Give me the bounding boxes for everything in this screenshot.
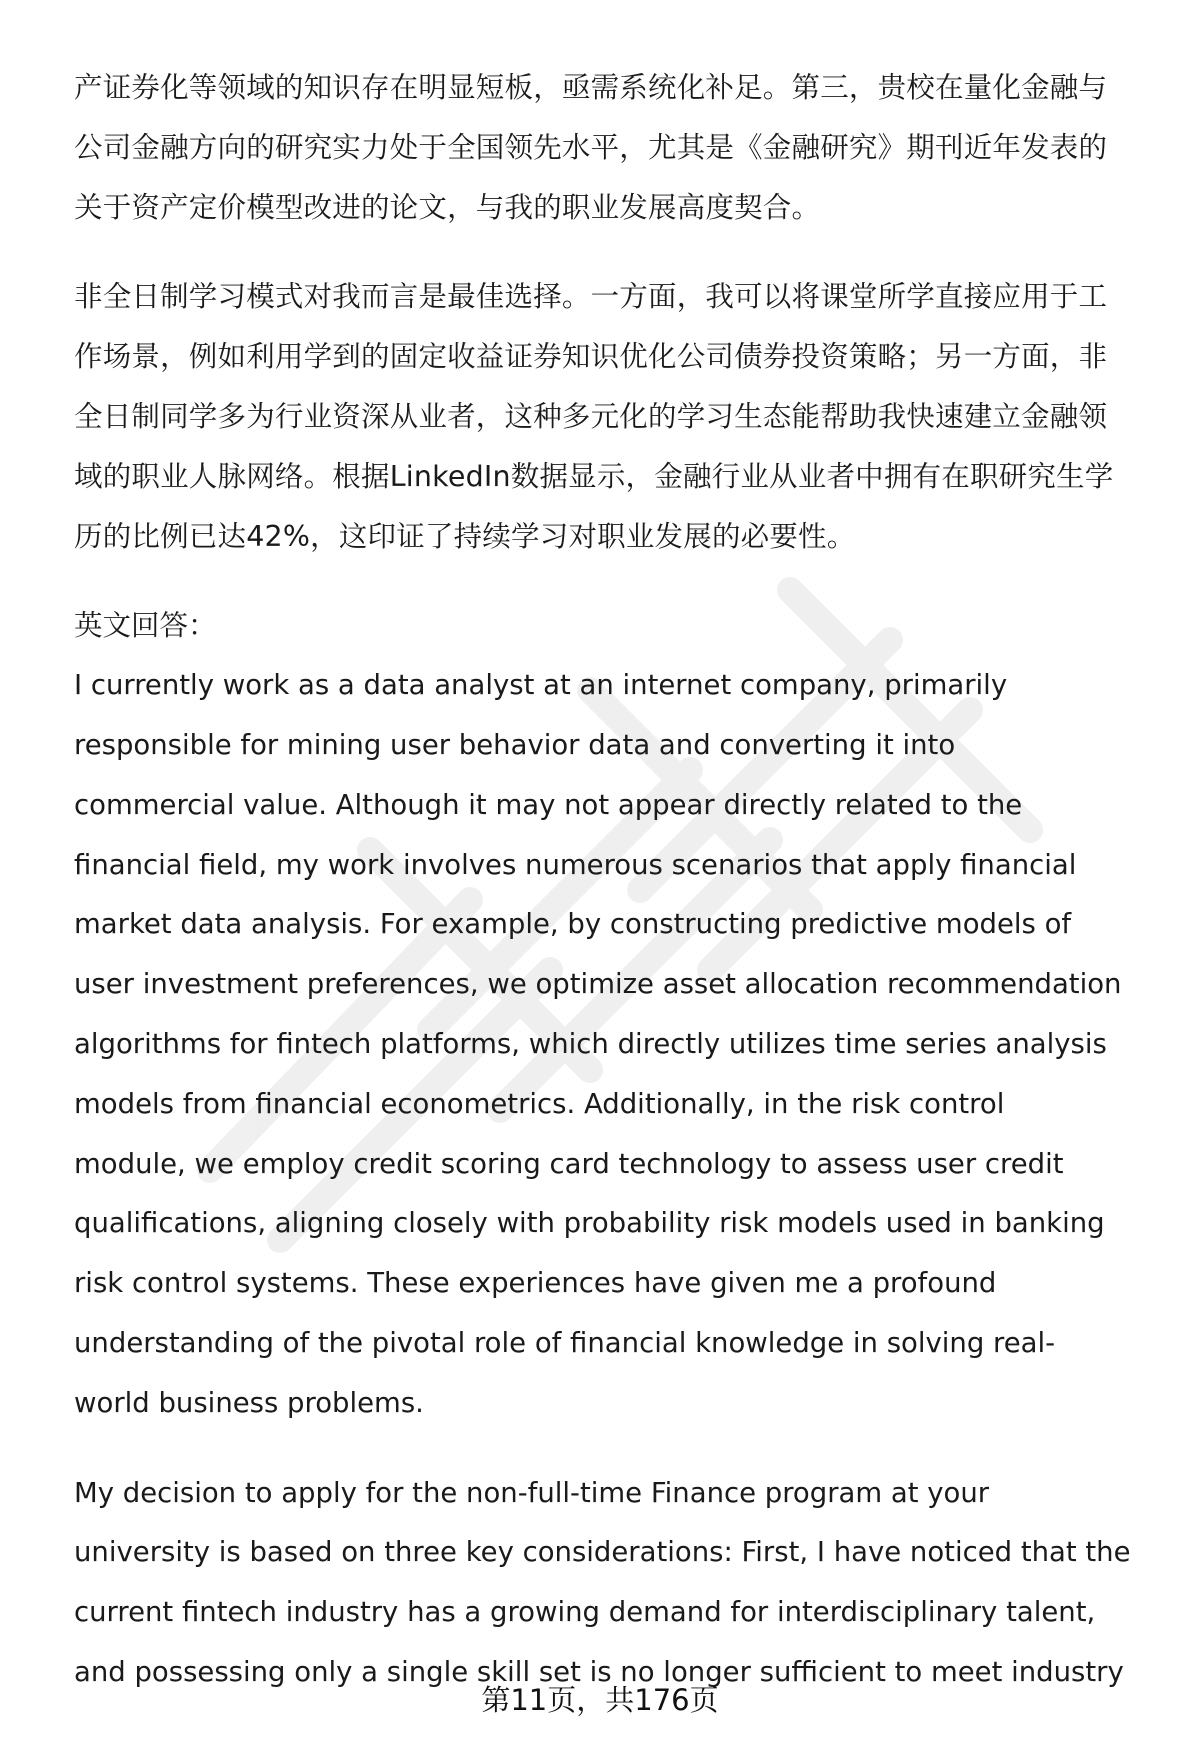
text-line: commercial value. Although it may not appear directly related to the xyxy=(74,788,1023,821)
text-line: qualifications, aligning closely with probability risk models used in banking xyxy=(74,1207,1105,1240)
text-line: user investment preferences, we optimize asset allocation recommendation xyxy=(74,968,1122,1001)
text-line: risk control systems. These experiences have given me a profound xyxy=(74,1267,997,1300)
text-line: market data analysis. For example, by constructing predictive models of xyxy=(74,908,1072,941)
text-line: current fintech industry has a growing demand for interdisciplinary talent, xyxy=(74,1596,1096,1629)
text-line: 历的比例已达42%，这印证了持续学习对职业发展的必要性。 xyxy=(74,519,856,553)
text-line: algorithms for fintech platforms, which directly utilizes time series analysis xyxy=(74,1027,1107,1060)
text-line: 作场景，例如利用学到的固定收益证券知识优化公司债券投资策略；另一方面，非 xyxy=(74,340,1108,374)
page-number-footer: 第11页，共176页 xyxy=(481,1683,719,1717)
text-line: 关于资产定价模型改进的论文，与我的职业发展高度契合。 xyxy=(74,190,821,224)
document-page xyxy=(74,58,1154,1703)
text-line: I currently work as a data analyst at an internet company, primarily xyxy=(74,669,1008,702)
text-line: university is based on three key considerations: First, I have noticed that the xyxy=(74,1536,1131,1569)
text-line: world business problems. xyxy=(74,1386,424,1419)
text-line: 域的职业人脉网络。根据LinkedIn数据显示，金融行业从业者中拥有在职研究生学 xyxy=(74,459,1114,493)
zh-paragraph-2 xyxy=(74,267,1154,566)
text-line: module, we employ credit scoring card technology to assess user credit xyxy=(74,1147,1064,1180)
english-answer-label: 英文回答： xyxy=(74,609,217,643)
text-line: 产证券化等领域的知识存在明显短板，亟需系统化补足。第三，贵校在量化金融与 xyxy=(74,71,1108,104)
text-line: understanding of the pivotal role of financial knowledge in solving real- xyxy=(74,1326,1056,1359)
text-line: 全日制同学多为行业资深从业者，这种多元化的学习生态能帮助我快速建立金融领 xyxy=(74,399,1108,433)
en-paragraph-2 xyxy=(74,1464,1154,1703)
en-paragraph-1 xyxy=(74,656,1154,1433)
text-line: My decision to apply for the non-full-time Finance program at your xyxy=(74,1476,990,1509)
text-line: 公司金融方向的研究实力处于全国领先水平，尤其是《金融研究》期刊近年发表的 xyxy=(74,130,1108,164)
text-line: and possessing only a single skill set is no longer sufficient to meet industry xyxy=(74,1655,1124,1688)
text-line: 非全日制学习模式对我而言是最佳选择。一方面，我可以将课堂所学直接应用于工 xyxy=(74,280,1108,314)
text-line: financial field, my work involves numerous scenarios that apply financial xyxy=(74,848,1077,881)
text-line: responsible for mining user behavior data and converting it into xyxy=(74,728,956,761)
text-line: models from financial econometrics. Additionally, in the risk control xyxy=(74,1087,1005,1120)
zh-paragraph-1 xyxy=(74,58,1154,237)
